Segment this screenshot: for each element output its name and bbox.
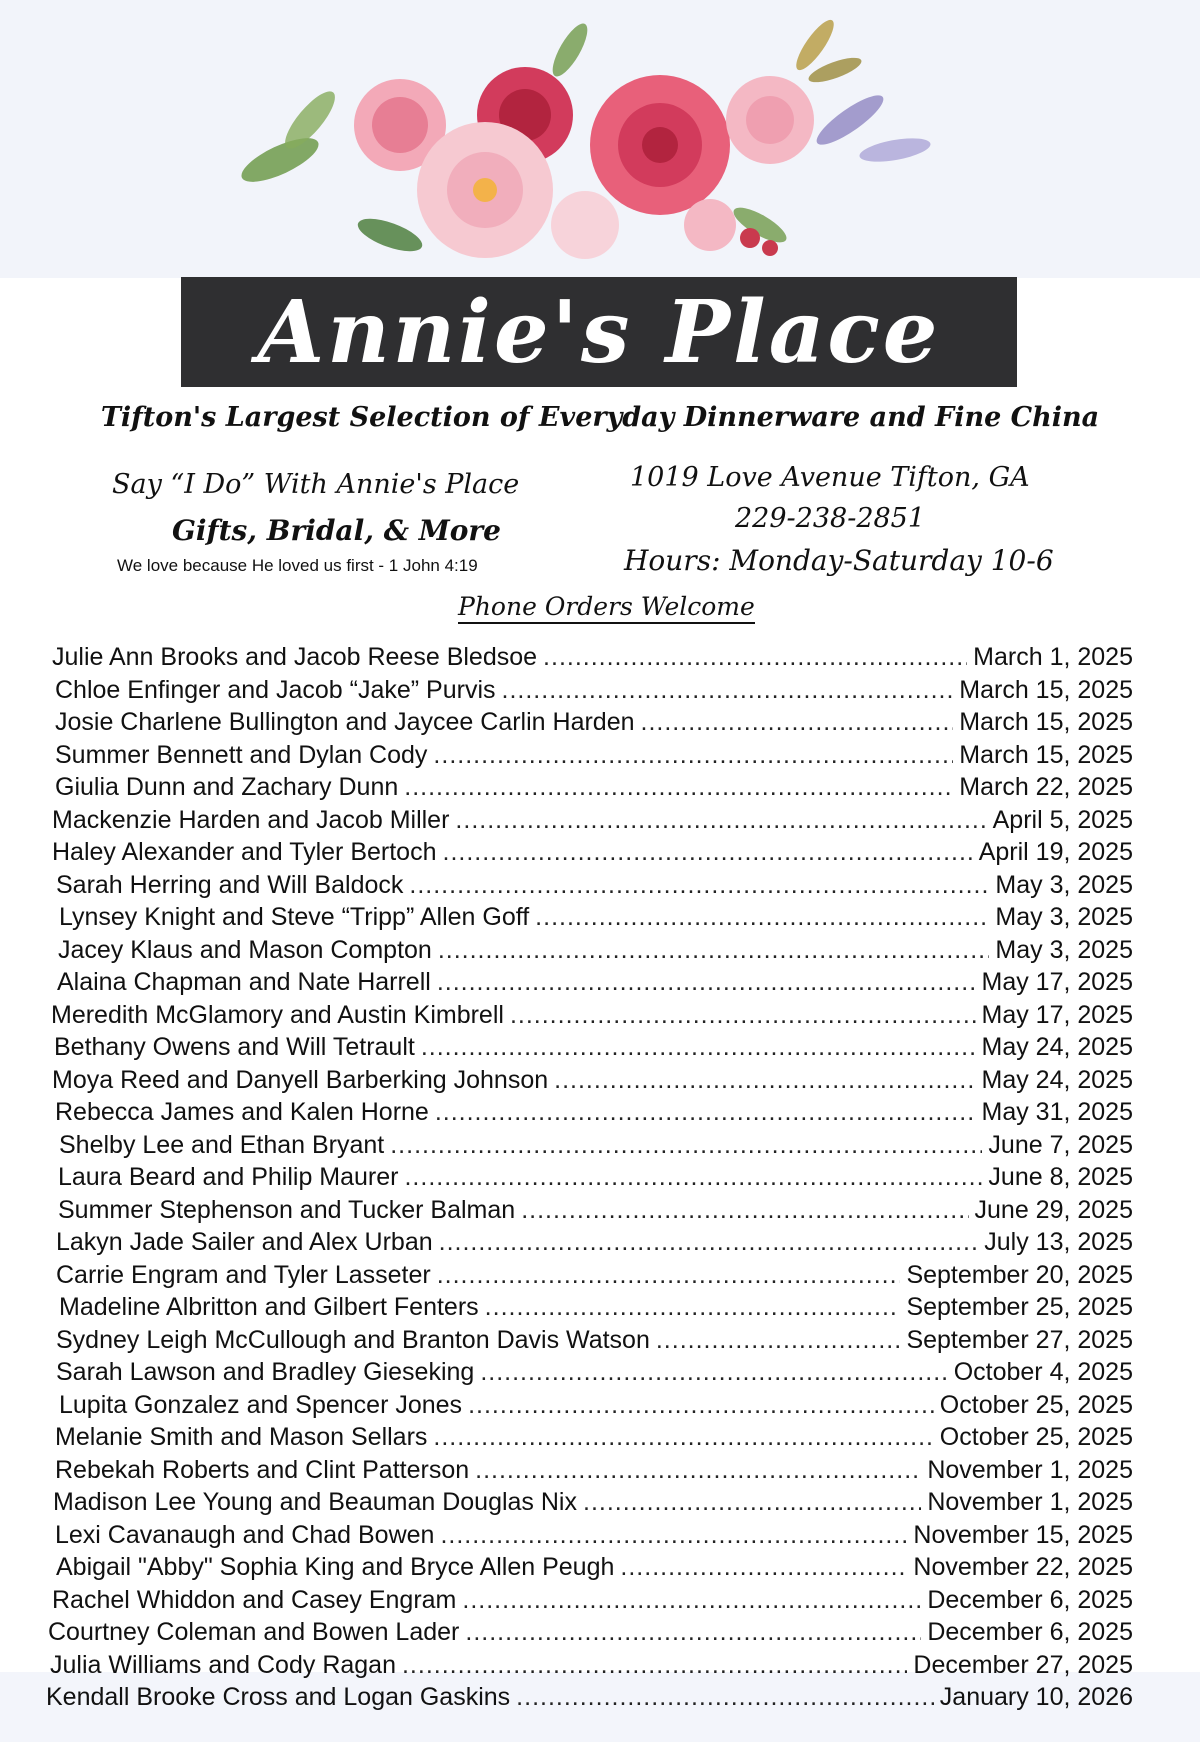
wedding-date: January 10, 2026: [939, 1683, 1133, 1711]
list-item: [59, 1388, 1133, 1420]
wedding-date: May 24, 2025: [981, 1065, 1133, 1094]
dot-leader: [535, 903, 989, 932]
list-item: [55, 738, 1133, 770]
dot-leader: [435, 1098, 976, 1127]
list-item: [58, 1160, 1133, 1192]
dot-leader: [543, 643, 967, 672]
wedding-date: June 8, 2025: [988, 1163, 1133, 1191]
wedding-date: November 15, 2025: [913, 1520, 1133, 1549]
couple-names: Abigail "Abby" Sophia King and Bryce Allen Peugh: [56, 1553, 615, 1581]
couple-names: Lexi Cavanaugh and Chad Bowen: [55, 1520, 435, 1549]
wedding-date: November 22, 2025: [913, 1553, 1133, 1581]
list-item: [59, 1290, 1133, 1322]
wedding-date: September 20, 2025: [906, 1260, 1133, 1289]
couple-names: Rebekah Roberts and Clint Patterson: [55, 1455, 470, 1484]
couple-names: Chloe Enfinger and Jacob “Jake” Purvis: [55, 675, 496, 704]
list-item: [55, 673, 1133, 705]
couple-names: Jacey Klaus and Mason Compton: [58, 935, 432, 964]
wedding-date: December 6, 2025: [927, 1618, 1133, 1646]
list-item: [52, 1063, 1133, 1095]
couple-names: Mackenzie Harden and Jacob Miller: [52, 805, 450, 834]
bible-verse: We love because He loved us first - 1 John 4:19: [117, 556, 478, 575]
dot-leader: [468, 1391, 934, 1420]
wedding-date: March 15, 2025: [959, 740, 1133, 769]
wedding-date: December 6, 2025: [927, 1585, 1133, 1614]
dot-leader: [433, 1423, 933, 1452]
couple-names: Haley Alexander and Tyler Bertoch: [52, 838, 437, 866]
wedding-date: November 1, 2025: [927, 1488, 1133, 1516]
couple-names: Lakyn Jade Sailer and Alex Urban: [56, 1228, 433, 1256]
couple-names: Julie Ann Brooks and Jacob Reese Bledsoe: [52, 643, 538, 671]
dot-leader: [462, 1586, 921, 1615]
dot-leader: [485, 1293, 901, 1322]
couple-names: Madison Lee Young and Beauman Douglas Nix: [53, 1488, 577, 1516]
dot-leader: [656, 1326, 901, 1355]
wedding-date: May 3, 2025: [995, 903, 1133, 931]
couple-names: Rebecca James and Kalen Horne: [55, 1098, 429, 1126]
store-hours: Hours: Monday-Saturday 10-6: [624, 544, 1054, 577]
list-item: [55, 1095, 1133, 1127]
couple-names: Rachel Whiddon and Casey Engram: [52, 1585, 457, 1614]
wedding-date: May 3, 2025: [995, 935, 1133, 964]
wedding-date: October 4, 2025: [953, 1358, 1133, 1386]
wedding-date: April 19, 2025: [978, 838, 1133, 866]
store-phone: 229-238-2851: [735, 503, 926, 534]
list-item: [55, 770, 1133, 802]
list-item: [50, 1648, 1133, 1680]
list-item: [56, 1258, 1133, 1290]
list-item: [56, 1323, 1133, 1355]
slogan: Say “I Do” With Annie's Place: [112, 469, 520, 500]
dot-leader: [554, 1066, 975, 1095]
couple-names: Bethany Owens and Will Tetrault: [54, 1033, 415, 1061]
wedding-date: June 7, 2025: [988, 1130, 1133, 1159]
wedding-date: April 5, 2025: [992, 805, 1133, 834]
couple-names: Giulia Dunn and Zachary Dunn: [55, 773, 399, 801]
list-item: [53, 1485, 1133, 1517]
dot-leader: [516, 1683, 934, 1712]
dot-leader: [404, 1163, 982, 1192]
wedding-date: March 15, 2025: [959, 708, 1133, 736]
list-item: [59, 900, 1133, 932]
wedding-date: September 27, 2025: [906, 1325, 1133, 1354]
wedding-date: May 24, 2025: [981, 1033, 1133, 1061]
dot-leader: [443, 838, 973, 867]
wedding-date: November 1, 2025: [927, 1455, 1133, 1484]
dot-leader: [437, 1261, 901, 1290]
wedding-date: March 22, 2025: [959, 773, 1133, 801]
list-item: [55, 1518, 1133, 1550]
store-address: 1019 Love Avenue Tifton, GA: [630, 462, 1030, 493]
dot-leader: [440, 1521, 907, 1550]
couple-names: Julia Williams and Cody Ragan: [50, 1650, 396, 1679]
wedding-date: October 25, 2025: [939, 1423, 1133, 1451]
couple-names: Moya Reed and Danyell Barberking Johnson: [52, 1065, 549, 1094]
dot-leader: [438, 936, 990, 965]
couple-names: Summer Stephenson and Tucker Balman: [58, 1195, 516, 1224]
couple-names: Laura Beard and Philip Maurer: [58, 1163, 399, 1191]
couple-names: Madeline Albritton and Gilbert Fenters: [59, 1293, 479, 1321]
list-item: [57, 965, 1133, 997]
dot-leader: [421, 1033, 976, 1062]
wedding-date: October 25, 2025: [939, 1390, 1133, 1419]
list-item: [56, 1550, 1133, 1582]
dot-leader: [521, 1196, 968, 1225]
couple-names: Alaina Chapman and Nate Harrell: [57, 968, 431, 996]
list-item: [55, 705, 1133, 737]
dot-leader: [455, 806, 986, 835]
dot-leader: [465, 1618, 921, 1647]
list-item: [48, 1615, 1133, 1647]
couple-names: Sydney Leigh McCullough and Branton Davis Watson: [56, 1325, 650, 1354]
dot-leader: [510, 1001, 976, 1030]
list-item: [52, 803, 1133, 835]
couple-names: Melanie Smith and Mason Sellars: [55, 1423, 428, 1451]
wedding-date: June 29, 2025: [974, 1195, 1133, 1224]
wedding-date: March 1, 2025: [973, 643, 1133, 671]
wedding-date: May 17, 2025: [981, 968, 1133, 996]
couple-names: Kendall Brooke Cross and Logan Gaskins: [46, 1683, 511, 1711]
phone-orders-heading: Phone Orders Welcome: [458, 592, 755, 624]
couple-names: Lupita Gonzalez and Spencer Jones: [59, 1390, 463, 1419]
list-item: [56, 1225, 1133, 1257]
dot-leader: [404, 773, 953, 802]
wedding-date: May 3, 2025: [995, 870, 1133, 899]
couple-names: Carrie Engram and Tyler Lasseter: [56, 1260, 431, 1289]
dot-leader: [502, 676, 954, 705]
list-item: [59, 1128, 1133, 1160]
list-item: [52, 640, 1133, 672]
services-line: Gifts, Bridal, & More: [172, 514, 501, 547]
dot-leader: [641, 708, 954, 737]
list-item: [54, 1030, 1133, 1062]
wedding-date: September 25, 2025: [906, 1293, 1133, 1321]
list-item: [51, 998, 1133, 1030]
list-item: [52, 835, 1133, 867]
list-item: [58, 1193, 1133, 1225]
list-item: [56, 1355, 1133, 1387]
dot-leader: [439, 1228, 979, 1257]
couple-names: Summer Bennett and Dylan Cody: [55, 740, 428, 769]
list-item: [55, 1420, 1133, 1452]
roses: [354, 67, 814, 259]
list-item: [56, 868, 1133, 900]
floral-bouquet-illustration: [240, 10, 960, 280]
wedding-date: May 17, 2025: [981, 1000, 1133, 1029]
couple-names: Sarah Lawson and Bradley Gieseking: [56, 1358, 475, 1386]
wedding-date: March 15, 2025: [959, 675, 1133, 704]
wedding-date: December 27, 2025: [913, 1650, 1133, 1679]
list-item: [52, 1583, 1133, 1615]
dot-leader: [433, 741, 953, 770]
dot-leader: [475, 1456, 921, 1485]
dot-leader: [390, 1131, 982, 1160]
dot-leader: [437, 968, 976, 997]
couple-names: Meredith McGlamory and Austin Kimbrell: [51, 1000, 504, 1029]
list-item: [55, 1453, 1133, 1485]
couple-names: Josie Charlene Bullington and Jaycee Carlin Harden: [55, 708, 635, 736]
couple-names: Shelby Lee and Ethan Bryant: [59, 1130, 385, 1159]
wedding-date: July 13, 2025: [984, 1228, 1133, 1256]
couple-names: Sarah Herring and Will Baldock: [56, 870, 404, 899]
store-name-banner: [181, 277, 1017, 387]
list-item: [58, 933, 1133, 965]
store-name: Annie's Place: [257, 281, 941, 383]
dot-leader: [583, 1488, 921, 1517]
couple-names: Lynsey Knight and Steve “Tripp” Allen Goff: [59, 903, 530, 931]
wedding-date: May 31, 2025: [981, 1098, 1133, 1126]
list-item: [46, 1680, 1133, 1712]
dot-leader: [620, 1553, 907, 1582]
dot-leader: [402, 1651, 907, 1680]
couple-names: Courtney Coleman and Bowen Lader: [48, 1618, 460, 1646]
dot-leader: [409, 871, 989, 900]
tagline: Tifton's Largest Selection of Everyday Dinnerware and Fine China: [100, 402, 1100, 433]
dot-leader: [480, 1358, 947, 1387]
